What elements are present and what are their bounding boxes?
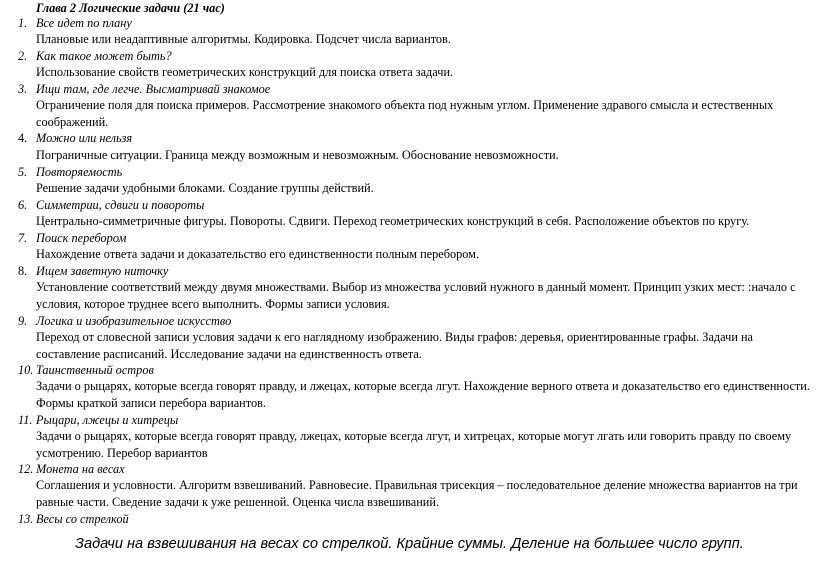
item-number: 8. bbox=[18, 264, 28, 278]
item-title: Симметрии, сдвиги и повороты bbox=[36, 198, 205, 212]
item-description: Задачи о рыцарях, которые всегда говорят правду, лжецах, которые всегда лгут, и хитрецах, которые могут лгать или говорить правду по своему усмотрению. Перебор вариантов bbox=[36, 429, 792, 460]
item-number: 10. bbox=[18, 363, 34, 377]
item-number: 11. bbox=[18, 413, 33, 427]
item-description: Установление соответствий между двумя множествами. Выбор из множества условий нужного в данный момент. Принцип узких мест: :начало с условия, которое труднее всего выполнить. Формы записи условия. bbox=[36, 280, 796, 311]
item-description: Задачи о рыцарях, которые всегда говорят правду, и лжецах, которые всегда лгут. Нахождение верного ответа и доказательство его единственности. Формы краткой записи перебора вариантов. bbox=[36, 379, 810, 410]
item-number: 5. bbox=[18, 165, 28, 179]
item-description: Центрально-симметричные фигуры. Повороты. Сдвиги. Переход геометрических конструкций в себя. Расположение объектов по кругу. bbox=[36, 214, 750, 228]
footer-caption: Задачи на взвешивания на весах со стрелкой. Крайние суммы. Деление на большее число групп. bbox=[75, 536, 744, 552]
item-number: 7. bbox=[18, 231, 28, 245]
item-number: 13. bbox=[18, 512, 34, 526]
item-title: Таинственный остров bbox=[36, 363, 154, 377]
item-title: Можно или нельзя bbox=[36, 131, 133, 145]
chapter-title: Глава 2 Логические задачи (21 час) bbox=[36, 1, 225, 15]
item-description: Использование свойств геометрических конструкций для поиска ответа задачи. bbox=[36, 65, 454, 79]
item-description: Переход от словесной записи условия задачи к его наглядному изображению. Виды графов: деревья, ориентированные графы. Задачи на составление расписаний. Исследование задачи на единственность ответа. bbox=[36, 330, 754, 361]
item-number: 1. bbox=[18, 16, 28, 30]
item-title: Поиск перебором bbox=[36, 231, 127, 245]
item-title: Все идет по плану bbox=[36, 16, 132, 30]
item-description: Плановые или неадаптивные алгоритмы. Кодировка. Подсчет числа вариантов. bbox=[36, 32, 451, 46]
item-number: 4. bbox=[18, 131, 28, 145]
item-title: Весы со стрелкой bbox=[36, 512, 129, 526]
item-title: Рыцари, лжецы и хитрецы bbox=[36, 413, 179, 427]
item-number: 6. bbox=[18, 198, 28, 212]
item-title: Как такое может быть? bbox=[36, 49, 172, 63]
item-title: Монета на весах bbox=[36, 462, 125, 476]
item-number: 3. bbox=[18, 82, 28, 96]
item-description: Решение задачи удобными блоками. Создание группы действий. bbox=[36, 181, 374, 195]
item-title: Повторяемость bbox=[36, 165, 123, 179]
item-description: Ограничение поля для поиска примеров. Рассмотрение знакомого объекта под нужным углом. Применение здравого смысла и естественных соображений. bbox=[36, 98, 774, 129]
item-title: Логика и изобразительное искусство bbox=[36, 314, 232, 328]
item-number: 9. bbox=[18, 314, 28, 328]
item-description: Соглашения и условности. Алгоритм взвешиваний. Равновесие. Правильная трисекция – последовательное деление множества вариантов на три равные части. Сведение задачи к уже решенной. Оценка числа взвешиваний. bbox=[36, 478, 798, 509]
item-title: Ищем заветную ниточку bbox=[36, 264, 169, 278]
item-number: 2. bbox=[18, 49, 28, 63]
item-title: Ищи там, где легче. Высматривай знакомое bbox=[36, 82, 271, 96]
item-description: Нахождение ответа задачи и доказательство его единственности полным перебором. bbox=[36, 247, 480, 261]
item-description: Пограничные ситуации. Граница между возможным и невозможным. Обоснование невозможности. bbox=[36, 148, 559, 162]
item-number: 12. bbox=[18, 462, 34, 476]
